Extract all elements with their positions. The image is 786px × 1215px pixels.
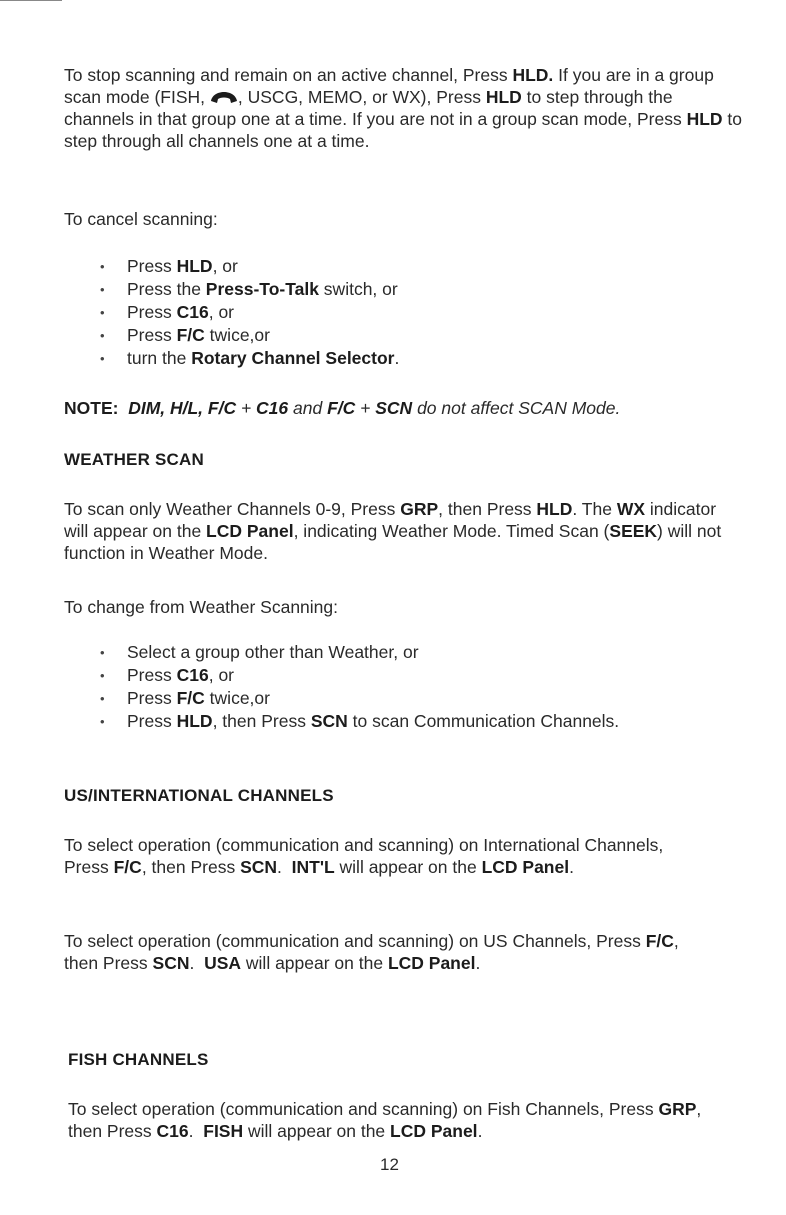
- us-channels-paragraph: To select operation (communication and scanning) on US Channels, Press F/C, then Press SCN. USA will appear on the LCD Panel.: [64, 931, 679, 973]
- us-international-heading: US/INTERNATIONAL CHANNELS: [64, 786, 334, 805]
- international-channels-paragraph: To select operation (communication and scanning) on International Channels, Press F/C, then Press SCN. INT'L will appear on the LCD Panel.: [64, 835, 664, 877]
- fish-channels-heading: FISH CHANNELS: [68, 1050, 209, 1069]
- top-rule: [0, 0, 62, 1]
- list-item: • Press F/C twice,or: [100, 324, 399, 347]
- cancel-scanning-lead: To cancel scanning:: [64, 209, 218, 229]
- scan-mode-note: NOTE: DIM, H/L, F/C + C16 and F/C + SCN do not affect SCAN Mode.: [64, 398, 621, 418]
- fish-channels-paragraph: To select operation (communication and scanning) on Fish Channels, Press GRP, then Press C16. FISH will appear on the LCD Panel.: [68, 1099, 702, 1141]
- list-item: • Press C16, or: [100, 664, 619, 687]
- list-item: • Press HLD, or: [100, 255, 399, 278]
- list-item: • Press C16, or: [100, 301, 399, 324]
- phone-handset-icon: [210, 91, 238, 104]
- list-item: • Press F/C twice,or: [100, 687, 619, 710]
- list-item: • Select a group other than Weather, or: [100, 641, 619, 664]
- scan-hold-paragraph: To stop scanning and remain on an active channel, Press HLD. If you are in a group scan mode (FISH, , USCG, MEMO, or WX), Press HLD to step through the channels in that group one at a time. If you are not in a group scan mode, Press HLD to step through all channels one at a time.: [64, 65, 743, 151]
- list-item: • Press the Press-To-Talk switch, or: [100, 278, 399, 301]
- list-item: • Press HLD, then Press SCN to scan Communication Channels.: [100, 710, 619, 733]
- note-label: NOTE:: [64, 398, 119, 418]
- cancel-scanning-list: [100, 255, 399, 370]
- change-weather-lead: To change from Weather Scanning:: [64, 597, 339, 617]
- weather-scan-paragraph: To scan only Weather Channels 0-9, Press GRP, then Press HLD. The WX indicator will appear on the LCD Panel, indicating Weather Mode. Timed Scan (SEEK) will not function in Weather Mode.: [64, 499, 722, 563]
- page-number: 12: [380, 1155, 399, 1174]
- list-item: • turn the Rotary Channel Selector.: [100, 347, 399, 370]
- weather-scan-heading: WEATHER SCAN: [64, 450, 204, 469]
- change-weather-list: [100, 641, 619, 733]
